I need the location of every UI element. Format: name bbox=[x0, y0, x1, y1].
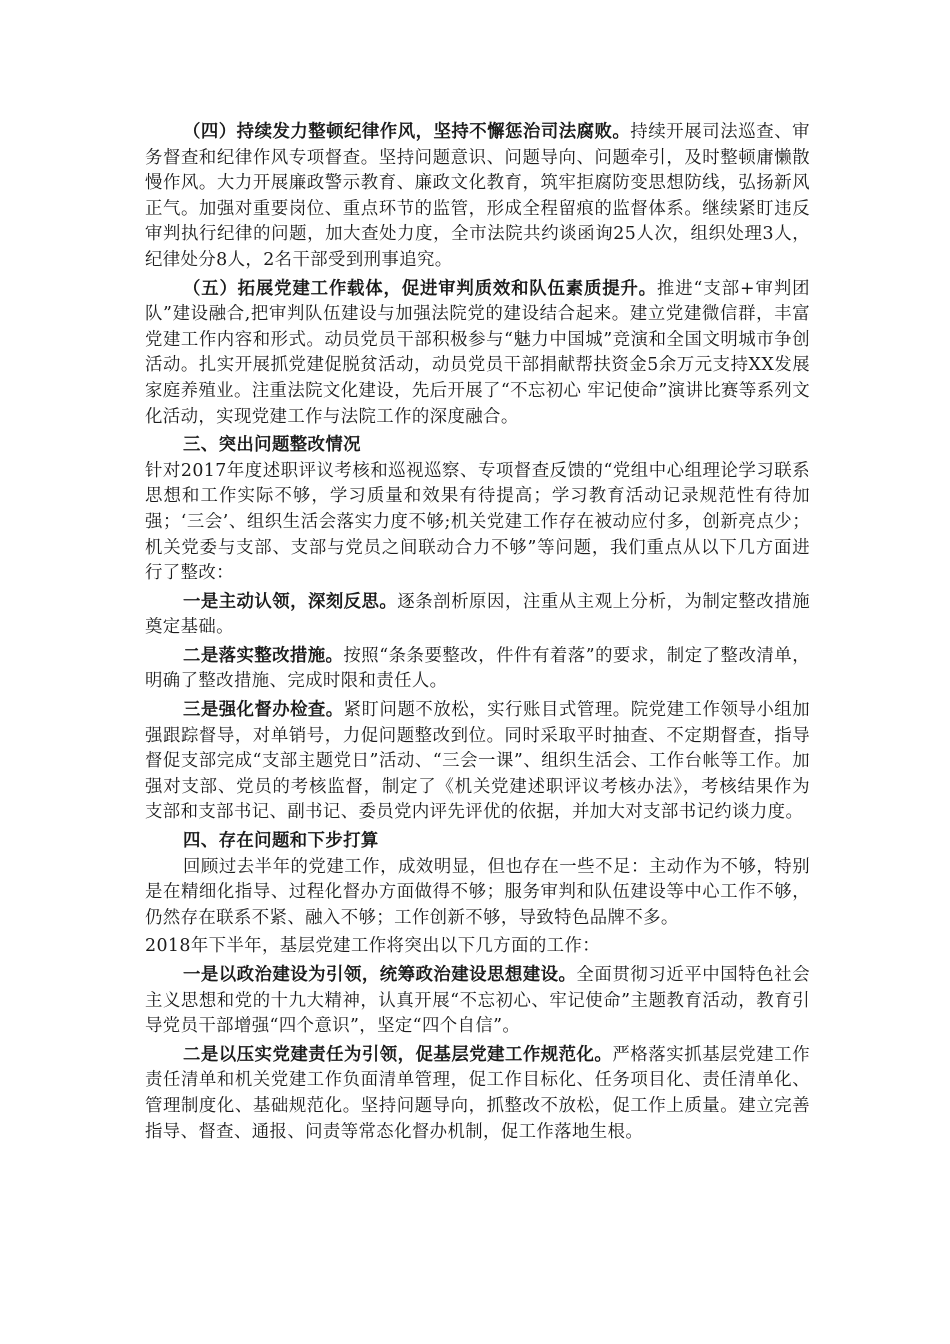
paragraph-lead: 一是以政治建设为引领，统筹政治建设思想建设。 bbox=[183, 965, 577, 985]
paragraph-responsibility bbox=[145, 1043, 810, 1145]
paragraph-body: 逐条剖析原因，注重从主观上分析，为制定整改措施奠定基础。 bbox=[145, 591, 811, 638]
paragraph-lead: （四）持续发力整顿纪律作风，坚持不懈惩治司法腐败。 bbox=[183, 122, 631, 142]
paragraph-lead: （五）拓展党建工作载体，促进审判质效和队伍素质提升。 bbox=[183, 278, 657, 299]
section-heading-rectification: 三、突出问题整改情况 bbox=[183, 435, 361, 456]
paragraph-first-measure bbox=[145, 590, 810, 641]
paragraph-lead: 三是强化督办检查。 bbox=[183, 700, 344, 721]
section-heading-problems-plans: 四、存在问题和下步打算 bbox=[183, 831, 379, 852]
paragraph-discipline bbox=[145, 120, 810, 274]
paragraph-body: 全面贯彻习近平中国特色社会主义思想和党的十九大精神，认真开展“不忘初心、牢记使命”主题教育活动，教育引导党员干部增强“四个意识”，坚定“四个自信”。 bbox=[145, 965, 811, 1037]
paragraph-lead: 二是落实整改措施。 bbox=[183, 645, 344, 666]
paragraph-party-building-carrier bbox=[145, 277, 810, 431]
paragraph-lead: 一是主动认领，深刻反思。 bbox=[183, 591, 398, 612]
paragraph-second-measure bbox=[145, 644, 810, 695]
paragraph-lead: 二是以压实党建责任为引领，促基层党建工作规范化。 bbox=[183, 1044, 613, 1065]
paragraph-rectification-intro: 针对2017年度述职评议考核和巡视巡察、专项督查反馈的“党组中心组理论学习联系思想和工作实际不够，学习质量和效果有待提高；学习教育活动记录规范性有待加强；‘三会’、组织生活会落实力度不够;机关党建工作存在被动应付多，创新亮点少；机关党委与支部、支部与党员之间联动合力不够”等问题，我们重点从以下几方面进行了整改： bbox=[145, 460, 810, 584]
paragraph-body: 严格落实抓基层党建工作责任清单和机关党建工作负面清单管理，促工作目标化、任务项目化、责任清单化、管理制度化、基础规范化。坚持问题导向，抓整改不放松，促工作上质量。建立完善指导、督查、通报、问责等常态化督办机制，促工作落地生根。 bbox=[145, 1044, 811, 1142]
paragraph-body: 持续开展司法巡查、审务督查和纪律作风专项督查。坚持问题意识、问题导向、问题牵引，及时整顿庸懒散慢作风。大力开展廉政警示教育、廉政文化教育，筑牢拒腐防变思想防线，弘扬新风正气。加强对重要岗位、重点环节的监管，形成全程留痕的监督体系。继续紧盯违反审判执行纪律的问题，加大查处力度，全市法院共约谈函询25人次，组织处理3人，纪律处分8人，2名干部受到刑事追究。 bbox=[145, 122, 810, 270]
paragraph-body: 紧盯问题不放松，实行账目式管理。院党建工作领导小组加强跟踪督导，对单销号，力促问题整改到位。同时采取平时抽查、不定期督查，指导督促支部完成“支部主题党日”活动、“三会一课”、组织生活会、工作台帐等工作。加强对支部、党员的考核监督，制定了《机关党建述职评议考核办法》，考核结果作为支部和支部书记、副书记、委员党内评先评优的依据，并加大对支部书记约谈力度。 bbox=[145, 700, 811, 823]
paragraph-second-half-intro: 2018年下半年，基层党建工作将突出以下几方面的工作： bbox=[145, 936, 601, 957]
paragraph-third-measure bbox=[145, 698, 810, 826]
paragraph-body: 按照“条条要整改，件件有着落”的要求，制定了整改清单，明确了整改措施、完成时限和责任人。 bbox=[145, 645, 810, 692]
paragraph-review: 回顾过去半年的党建工作，成效明显，但也存在一些不足：主动作为不够，特别是在精细化指导、过程化督办方面做得不够；服务审判和队伍建设等中心工作不够，仍然存在联系不紧、融入不够；工作创新不够，导致特色品牌不多。 bbox=[145, 856, 810, 928]
document-page bbox=[145, 120, 810, 1148]
paragraph-body: 推进“支部+审判团队”建设融合,把审判队伍建设与加强法院党的建设结合起来。建立党建微信群，丰富党建工作内容和形式。动员党员干部积极参与“魅力中国城”竞演和全国文明城市争创活动。扎实开展抓党建促脱贫活动，动员党员干部捐献帮扶资金5余万元支持XX发展家庭养殖业。注重法院文化建设，先后开展了“不忘初心 牢记使命”演讲比赛等系列文化活动，实现党建工作与法院工作的深度融合。 bbox=[145, 278, 810, 427]
paragraph-political-construction bbox=[145, 963, 810, 1040]
